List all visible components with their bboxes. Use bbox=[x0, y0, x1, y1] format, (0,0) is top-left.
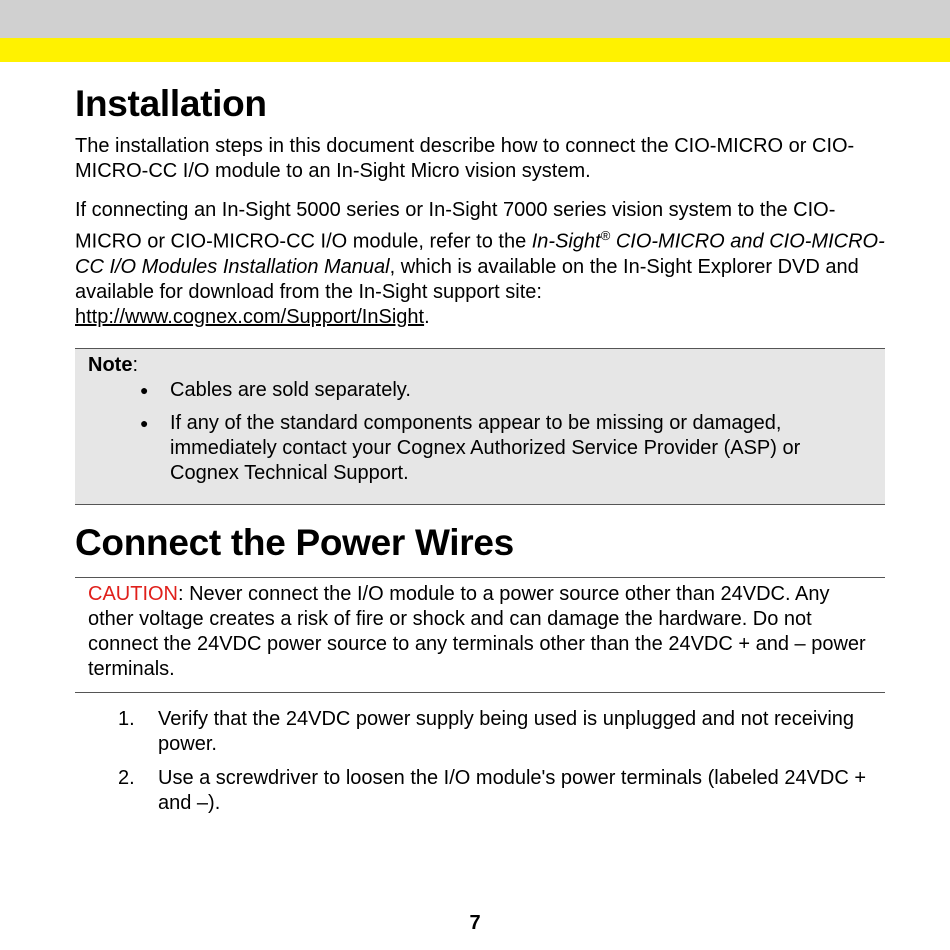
note-bullet-item bbox=[140, 411, 872, 486]
step-text: Verify that the 24VDC power supply being used is unplugged and not receiving power. bbox=[158, 707, 855, 755]
note-label-text: Note bbox=[88, 353, 133, 376]
header-gray-bar bbox=[0, 0, 950, 38]
reference-text-b: , which is available on the In-Sight Explorer DVD and available for download from the In-Sight support site: bbox=[75, 255, 859, 303]
step-text: Use a screwdriver to loosen the I/O module's power terminals (labeled 24VDC + and –). bbox=[158, 766, 867, 814]
step-item bbox=[118, 766, 885, 816]
manual-title-italic-a: In-Sight bbox=[531, 230, 601, 253]
installation-reference-paragraph bbox=[75, 198, 885, 330]
power-wires-heading: Connect the Power Wires bbox=[75, 521, 514, 563]
page-content bbox=[75, 78, 885, 825]
step-number: 1. bbox=[118, 707, 135, 730]
page-number: 7 bbox=[469, 912, 481, 934]
power-steps-list bbox=[75, 707, 885, 816]
reference-text-a: If connecting an In-Sight 5000 series or In-Sight 7000 series vision system to the CIO-MICRO or CIO-MICRO-CC I/O module, refer to the bbox=[75, 199, 836, 253]
bullet-icon: ● bbox=[140, 381, 149, 398]
note-bullet-text: If any of the standard components appear to be missing or damaged, immediately contact your Cognex Authorized Service Provider (ASP) or Cognex Technical Support. bbox=[170, 411, 801, 484]
note-label bbox=[88, 353, 872, 378]
registered-mark: ® bbox=[600, 228, 611, 243]
header-yellow-bar bbox=[0, 38, 950, 62]
caution-label: CAUTION bbox=[88, 582, 178, 605]
note-box bbox=[75, 348, 885, 505]
installation-intro-paragraph: The installation steps in this document describe how to connect the CIO-MICRO or CIO-MICRO-CC I/O module to an In-Sight Micro vision system. bbox=[75, 135, 855, 182]
caution-box bbox=[75, 577, 885, 693]
note-bullet-list bbox=[88, 378, 872, 486]
note-label-colon: : bbox=[132, 353, 139, 376]
step-item bbox=[118, 707, 885, 757]
manual-title-italic-b: CIO-MICRO and CIO-MICRO-CC I/O Modules Installation Manual bbox=[75, 230, 885, 278]
note-bullet-text: Cables are sold separately. bbox=[170, 378, 411, 401]
step-number: 2. bbox=[118, 766, 135, 789]
reference-text-end: . bbox=[424, 305, 430, 328]
bullet-icon: ● bbox=[140, 414, 149, 431]
installation-heading: Installation bbox=[75, 83, 267, 124]
support-site-link[interactable]: http://www.cognex.com/Support/InSight bbox=[75, 305, 425, 328]
note-bullet-item bbox=[140, 378, 872, 403]
caution-text: : Never connect the I/O module to a power source other than 24VDC. Any other voltage creates a risk of fire or shock and can damage the hardware. Do not connect the 24VDC power source to any terminals other than the 24VDC + and – power terminals. bbox=[88, 582, 866, 680]
